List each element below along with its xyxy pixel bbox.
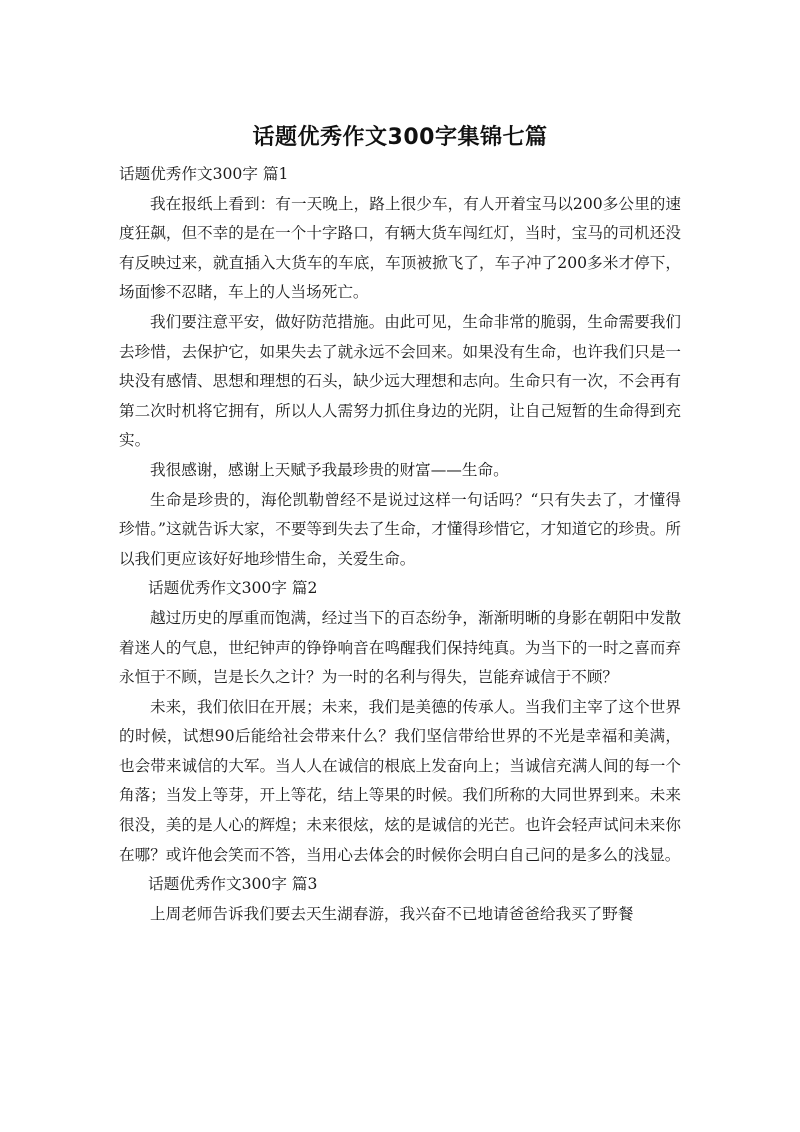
paragraph: 我很感谢，感谢上天赋予我最珍贵的财富——生命。	[150, 460, 509, 479]
section-heading-2: 话题优秀作文300字 篇2	[148, 579, 318, 598]
paragraph: 我们要注意平安，做好防范措施。由此可见，生命非常的脆弱，生命需要我们去珍惜，去保护它，如果失去了就永远不会回来。如果没有生命，也许我们只是一块没有感情、思想和理想的石头，缺少远大理想和志向。生命只有一次，不会再有第二次时机将它拥有，所以人人需努力抓住身边的光阴，让自己短暂的生命得到充实。	[119, 312, 681, 450]
paragraph: 越过历史的厚重而饱满，经过当下的百态纷争，渐渐明晰的身影在朝阳中发散着迷人的气息，世纪钟声的铮铮响音在鸣醒我们保持纯真。为当下的一时之喜而弃永恒于不顾，岂是长久之计？为一时的名利与得失，岂能弃诚信于不顾？	[119, 608, 681, 687]
paragraph: 生命是珍贵的，海伦凯勒曾经不是说过这样一句话吗？“只有失去了，才懂得珍惜。”这就告诉大家，不要等到失去了生命，才懂得珍惜它，才知道它的珍贵。所以我们更应该好好地珍惜生命，关爱生命。	[119, 490, 681, 568]
paragraph: 未来，我们依旧在开展；未来，我们是美德的传承人。当我们主宰了这个世界的时候，试想90后能给社会带来什么？我们坚信带给世界的不光是幸福和美满，也会带来诚信的大军。当人人在诚信的根底上发奋向上；当诚信充满人间的每一个角落；当发上等芽，开上等花，结上等果的时候。我们所称的大同世界到来。未来很没，美的是人心的辉煌；未来很炫，炫的是诚信的光芒。也许会轻声试问未来你在哪？或许他会笑而不答，当用心去体会的时候你会明白自己问的是多么的浅显。	[119, 697, 681, 864]
document-body	[119, 160, 681, 929]
section-heading-1: 话题优秀作文300字 篇1	[119, 165, 289, 183]
paragraph: 上周老师告诉我们要去天生湖春游，我兴奋不已地请爸爸给我买了野餐	[150, 904, 634, 923]
paragraph: 我在报纸上看到：有一天晚上，路上很少车，有人开着宝马以200多公里的速度狂飙，但不幸的是在一个十字路口，有辆大货车闯红灯，当时，宝马的司机还没有反映过来，就直插入大货车的车底，车顶被掀飞了，车子冲了200多米才停下，场面惨不忍睹，车上的人当场死亡。	[119, 194, 681, 302]
section-heading-3: 话题优秀作文300字 篇3	[148, 875, 318, 894]
document-title: 话题优秀作文300字集锦七篇	[252, 125, 548, 150]
